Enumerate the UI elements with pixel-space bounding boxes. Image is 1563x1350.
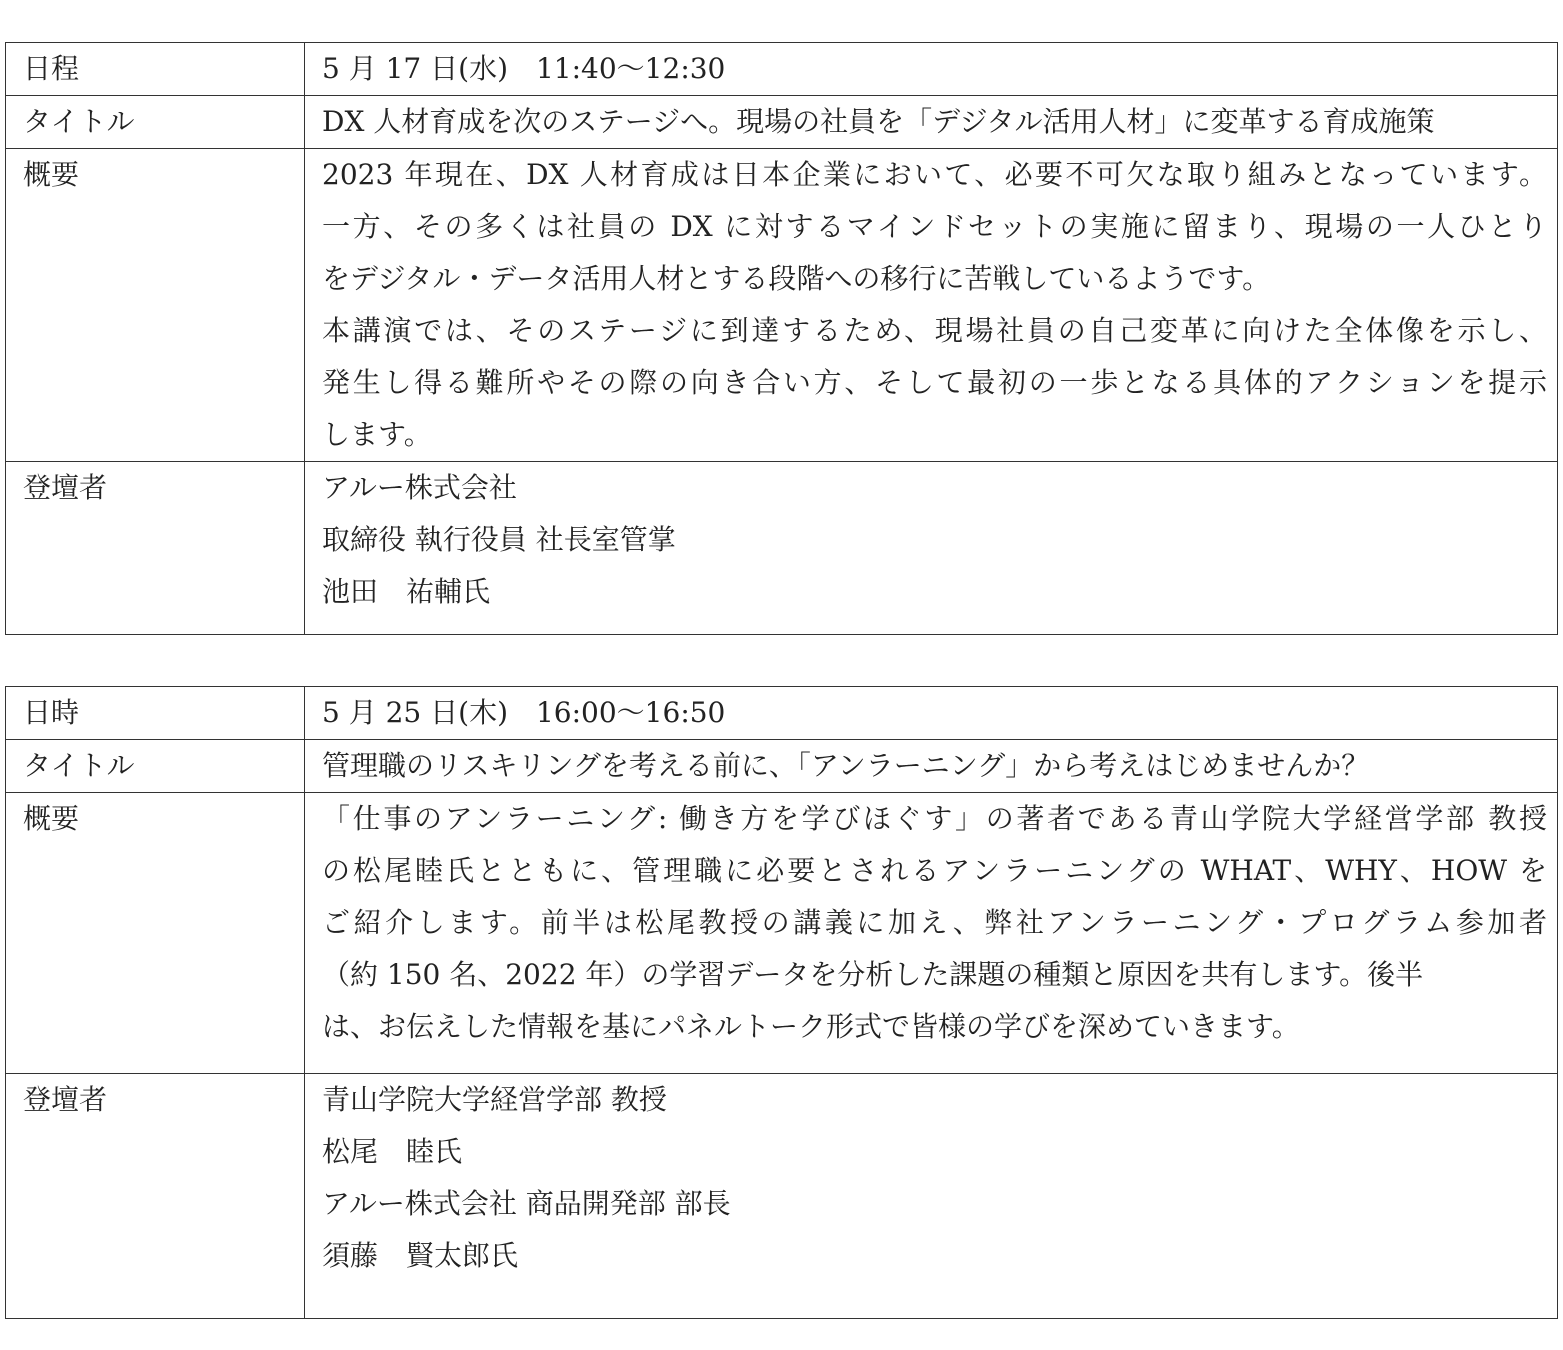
date-row [6,687,1558,740]
speaker-line: 須藤 賢太郎氏 [322,1239,519,1272]
speaker-label: 登壇者 [6,1074,305,1319]
speaker-line: 松尾 睦氏 [322,1135,463,1168]
title-label: タイトル [6,740,305,793]
summary-label: 概要 [6,149,305,462]
session-table [5,686,1558,1319]
speaker-line: 青山学院大学経営学部 教授 [322,1083,667,1116]
title-text: 管理職のリスキリングを考える前に、「アンラーニング」から考えはじめませんか？ [322,749,1370,782]
speaker-line: アルー株式会社 [322,471,517,504]
summary-line: 発生し得る難所やその際の向き合い方、そして最初の一歩となる具体的アクションを提示 [322,366,1547,399]
title-label: タイトル [6,96,305,149]
speaker-line: アルー株式会社 商品開発部 部長 [322,1187,731,1220]
summary-line: 一方、その多くは社員の DX に対するマインドセットの実施に留まり、現場の一人ひとり [322,210,1547,243]
title-row [6,740,1558,793]
date-label: 日時 [6,687,305,740]
date-value: 5 月 17 日(水) 11:40～12:30 [305,43,1558,96]
speaker-row [6,1074,1558,1319]
summary-line: 2023 年現在、DX 人材育成は日本企業において、必要不可欠な取り組みとなっています。 [322,158,1547,191]
summary-line: の松尾睦氏とともに、管理職に必要とされるアンラーニングの WHAT、WHY、HOW を [322,854,1547,887]
summary-line: します。 [322,418,432,451]
date-label: 日程 [6,43,305,96]
summary-line: 「仕事のアンラーニング: 働き方を学びほぐす」の著者である青山学院大学経営学部 教授 [322,802,1547,835]
date-row [6,43,1558,96]
speaker-line: 池田 祐輔氏 [322,575,491,608]
summary-line: （約 150 名、2022 年）の学習データを分析した課題の種類と原因を共有します。後半 [322,958,1424,991]
summary-label: 概要 [6,793,305,1074]
summary-line: ご紹介します。前半は松尾教授の講義に加え、弊社アンラーニング・プログラム参加者 [322,906,1547,939]
session-table [5,42,1558,635]
summary-row [6,149,1558,462]
speaker-row [6,462,1558,635]
summary-line: は、お伝えした情報を基にパネルトーク形式で皆様の学びを深めていきます。 [322,1010,1300,1043]
summary-line: 本講演では、そのステージに到達するため、現場社員の自己変革に向けた全体像を示し、 [322,314,1547,347]
speaker-text [305,462,1558,635]
speaker-text [305,1074,1558,1319]
speaker-line: 取締役 執行役員 社長室管掌 [322,523,676,556]
title-row [6,96,1558,149]
date-value: 5 月 25 日(木) 16:00～16:50 [305,687,1558,740]
summary-text [305,149,1558,462]
title-value [305,96,1558,149]
title-value [305,740,1558,793]
speaker-label: 登壇者 [6,462,305,635]
summary-line: をデジタル・データ活用人材とする段階への移行に苦戦しているようです。 [322,262,1271,295]
title-text: DX 人材育成を次のステージへ。現場の社員を「デジタル活用人材」に変革する育成施策 [322,105,1435,138]
summary-row [6,793,1558,1074]
summary-text [305,793,1558,1074]
